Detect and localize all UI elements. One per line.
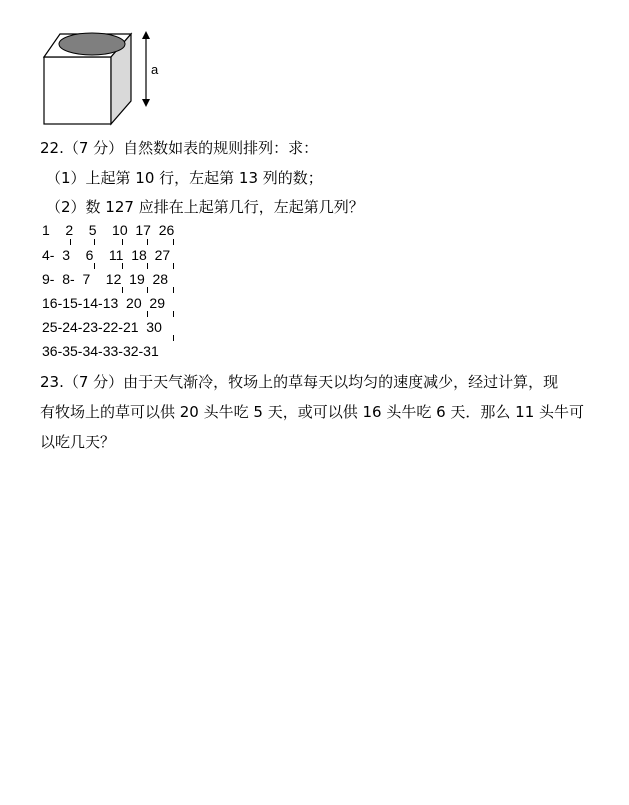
table-row-6: 36-35-34-33-32-31 <box>42 343 159 359</box>
table-row-1: 1 2 5 10 17 26 <box>42 222 175 238</box>
table-row-5: 25-24-23-22-21 30 <box>42 319 162 335</box>
connector-tick <box>173 335 174 341</box>
connector-tick <box>147 311 148 317</box>
connector-tick <box>173 311 174 317</box>
q22-part2: （2）数 127 应排在上起第几行，左起第几列？ <box>46 198 364 216</box>
connector-tick <box>94 263 95 269</box>
connector-tick <box>173 287 174 293</box>
cube-front-face <box>44 57 111 124</box>
dimension-arrow-head-bottom <box>142 99 150 107</box>
connector-tick <box>122 287 123 293</box>
connector-tick <box>94 239 95 245</box>
connector-tick <box>147 263 148 269</box>
cube-figure <box>40 28 170 128</box>
connector-tick <box>122 263 123 269</box>
table-row-4: 16-15-14-13 20 29 <box>42 295 165 311</box>
q23-line-3: 以吃几天？ <box>40 433 116 451</box>
dimension-label: a <box>151 62 159 77</box>
cylinder-top-ellipse <box>59 33 125 55</box>
q22-header: 22.（7 分）自然数如表的规则排列：求： <box>40 139 319 157</box>
connector-tick <box>147 239 148 245</box>
connector-tick <box>70 239 71 245</box>
connector-tick <box>173 263 174 269</box>
q22-part1: （1）上起第 10 行，左起第 13 列的数； <box>46 169 323 187</box>
connector-tick <box>147 287 148 293</box>
q23-line-2: 有牧场上的草可以供 20 头牛吃 5 天，或可以供 16 头牛吃 6 天．那么 11 头牛可 <box>40 403 585 421</box>
q23-line-1: 23.（7 分）由于天气渐冷，牧场上的草每天以均匀的速度减少，经过计算，现 <box>40 373 559 391</box>
connector-tick <box>173 239 174 245</box>
dimension-arrow-head-top <box>142 31 150 39</box>
connector-tick <box>122 239 123 245</box>
table-row-3: 9- 8- 7 12 19 28 <box>42 271 169 287</box>
table-row-2: 4- 3 6 11 18 27 <box>42 247 171 263</box>
